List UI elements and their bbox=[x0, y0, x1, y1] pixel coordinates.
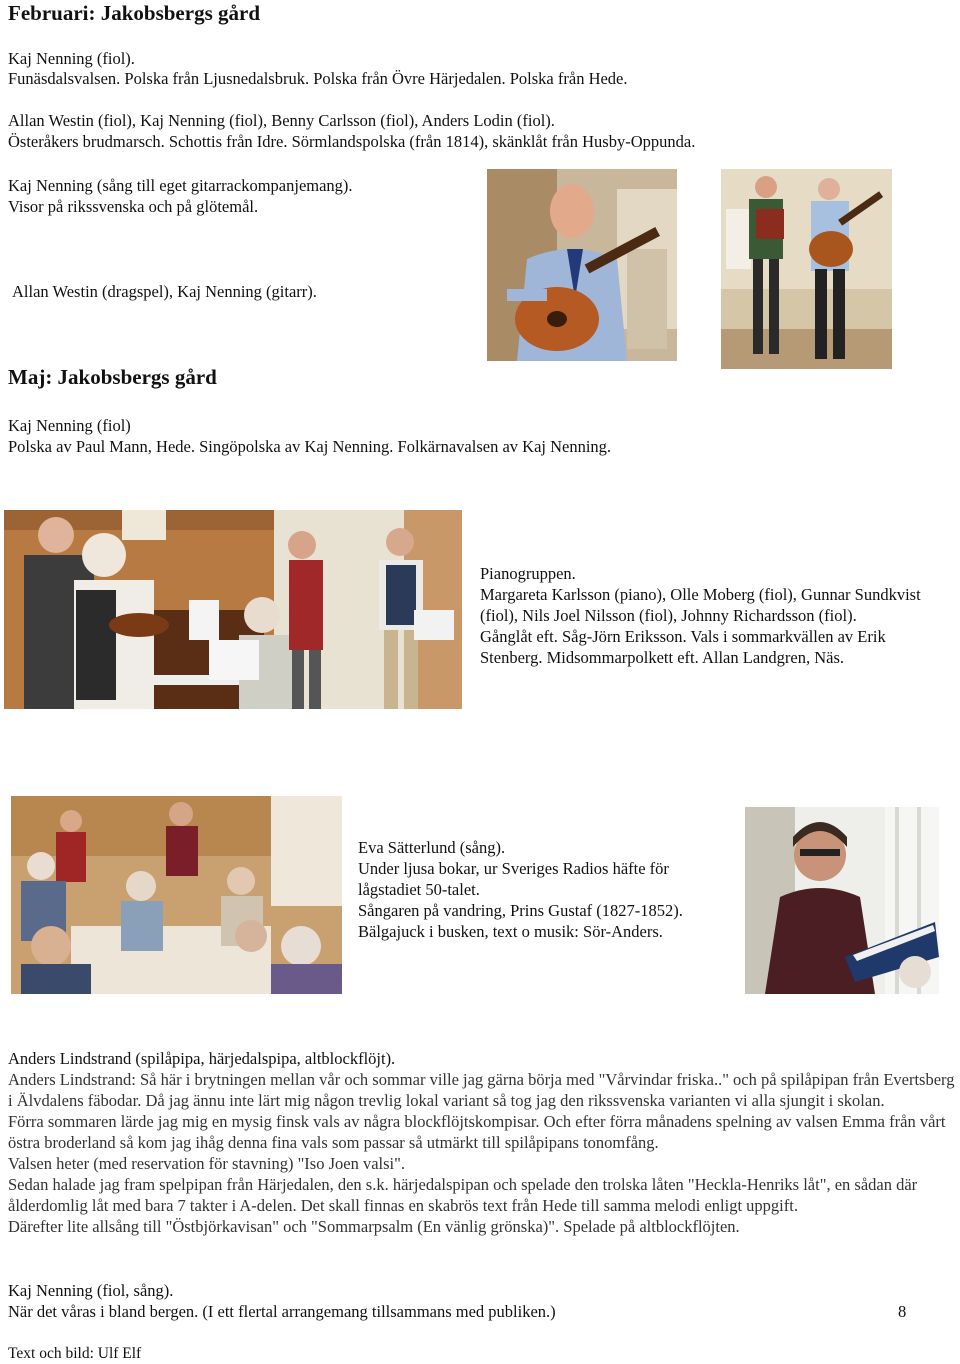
photo-audience bbox=[11, 796, 342, 994]
page-number: 8 bbox=[898, 1302, 907, 1321]
kaj-song: När det våras i bland bergen. (I ett flertal arrangemang tillsammans med publiken.) bbox=[8, 1302, 556, 1321]
feb-performer-1: Kaj Nenning (fiol). bbox=[8, 49, 135, 68]
photo-credit: Text och bild: Ulf Elf bbox=[8, 1345, 142, 1362]
photo-singer-reading bbox=[745, 807, 939, 994]
anders-text bbox=[8, 1069, 958, 1237]
feb-performer-4: Allan Westin (dragspel), Kaj Nenning (gitarr). bbox=[12, 282, 317, 301]
photo-singer-guitar bbox=[487, 169, 677, 361]
piano-group-title: Pianogruppen. bbox=[480, 564, 576, 583]
feb-songs-2: Österåkers brudmarsch. Schottis från Idre. Sörmlandspolska (från 1814), skänklåt från Husby-Oppunda. bbox=[8, 132, 696, 151]
photo-accordion-guitar-duo bbox=[721, 169, 892, 369]
february-heading: Februari: Jakobsbergs gård bbox=[8, 1, 260, 25]
eva-song-1: Under ljusa bokar, ur Sveriges Radios häfte för bbox=[358, 859, 669, 878]
anders-paragraph-4: Sedan halade jag fram spelpipan från Härjedalen, den s.k. härjedalspipan och spelade den trolska låten "Heckla-Henriks låt", en sådan där ålderdomlig låt med bara 7 takter i A-delen. Det skall finnas en skabrös text från Hede till samma melodi enligt uppgift. bbox=[8, 1175, 918, 1215]
anders-paragraph-5: Därefter lite allsång till "Östbjörkavisan" och "Sommarpsalm (En vänlig grönska)". Spelade på altblockflöjten. bbox=[8, 1217, 740, 1236]
photo-piano-group bbox=[4, 510, 462, 709]
kaj-title: Kaj Nenning (fiol, sång). bbox=[8, 1281, 174, 1300]
anders-paragraph-3: Valsen heter (med reservation för stavning) "Iso Joen valsi". bbox=[8, 1154, 405, 1173]
eva-text bbox=[358, 837, 738, 942]
feb-songs-3: Visor på rikssvenska och på glötemål. bbox=[8, 197, 259, 216]
eva-song-3: Bälgajuck i busken, text o musik: Sör-Anders. bbox=[358, 922, 663, 941]
may-songs-1: Polska av Paul Mann, Hede. Singöpolska av Kaj Nenning. Folkärnavalsen av Kaj Nenning. bbox=[8, 437, 612, 456]
feb-songs-1: Funäsdalsvalsen. Polska från Ljusnedalsbruk. Polska från Övre Härjedalen. Polska från Hede. bbox=[8, 69, 628, 88]
may-heading: Maj: Jakobsbergs gård bbox=[8, 365, 217, 389]
eva-title: Eva Sätterlund (sång). bbox=[358, 838, 506, 857]
feb-performer-3: Kaj Nenning (sång till eget gitarrackompanjemang). bbox=[8, 176, 353, 195]
eva-song-2: Sångaren på vandring, Prins Gustaf (1827-1852). bbox=[358, 901, 683, 920]
feb-performer-2: Allan Westin (fiol), Kaj Nenning (fiol), Benny Carlsson (fiol), Anders Lodin (fiol). bbox=[8, 111, 555, 130]
anders-title: Anders Lindstrand (spilåpipa, härjedalspipa, altblockflöjt). bbox=[8, 1049, 396, 1068]
piano-group-text bbox=[480, 563, 950, 668]
eva-song-1-source: lågstadiet 50-talet. bbox=[358, 880, 480, 899]
anders-paragraph-2: Förra sommaren lärde jag mig en mysig finsk vals av några blockflöjtskompisar. Och efter förra månadens spelning av valsen Emma från vårt östra broderland så kom jag ihåg denna fina vals som passar så utmärkt till spilåpipans tonomfång. bbox=[8, 1112, 946, 1152]
anders-paragraph-1: Anders Lindstrand: Så här i brytningen mellan vår och sommar ville jag gärna börja med "Vårvindar friska.." och på spilåpipan från Evertsberg i Älvdalens fäbodar. Då jag ännu inte lärt mig någon trevlig lokal variant så tog jag den rikssvenska varianten vi alla sjungit i skolan. bbox=[8, 1070, 955, 1110]
piano-group-performers: Margareta Karlsson (piano), Olle Moberg (fiol), Gunnar Sundkvist (fiol), Nils Joel Nilsson (fiol), Johnny Richardsson (fiol). bbox=[480, 585, 921, 625]
may-performer-1: Kaj Nenning (fiol) bbox=[8, 416, 131, 435]
piano-group-songs: Gånglåt eft. Såg-Jörn Eriksson. Vals i sommarkvällen av Erik Stenberg. Midsommarpolkett eft. Allan Landgren, Näs. bbox=[480, 627, 886, 667]
